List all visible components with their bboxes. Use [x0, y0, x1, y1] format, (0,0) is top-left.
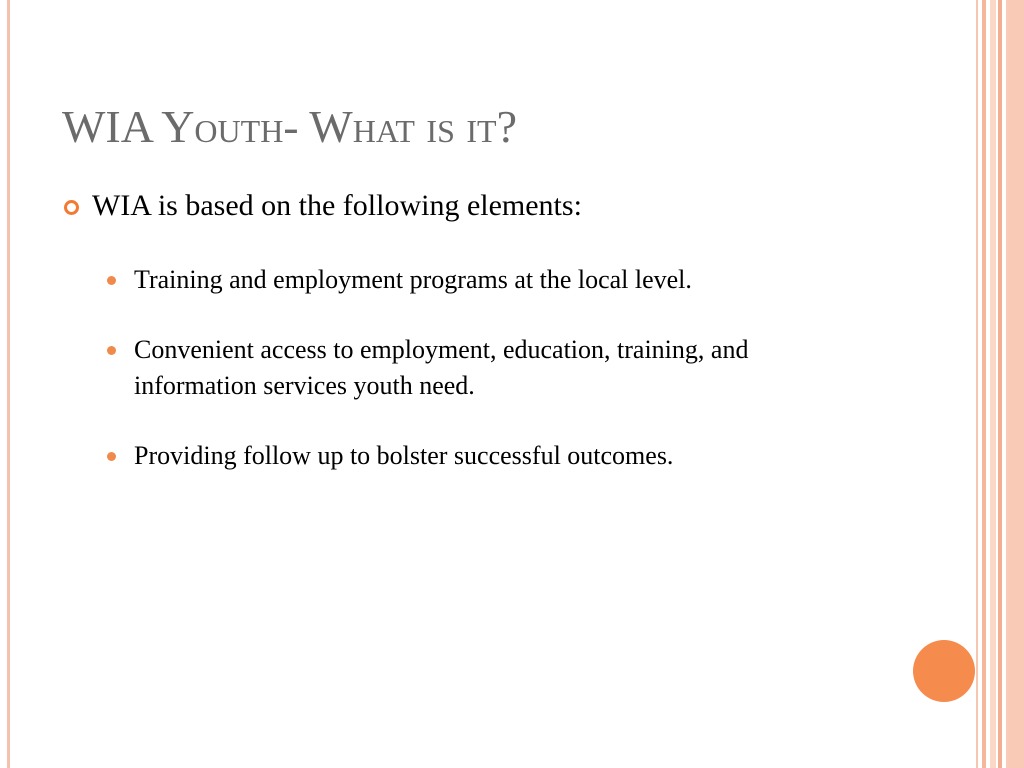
main-bullet-item [62, 186, 922, 226]
stripe [976, 0, 978, 768]
dot-bullet-icon [107, 276, 116, 285]
sub-bullet-item [104, 332, 774, 404]
slide-title: WIA Youth- What is it? [62, 101, 518, 152]
ring-bullet-icon [64, 200, 79, 215]
sub-bullet-text: Convenient access to employment, education, training, and information services youth need. [134, 335, 749, 400]
decorative-circle-icon [913, 640, 975, 702]
stripe [990, 0, 996, 768]
dot-bullet-icon [107, 452, 116, 461]
stripe [1006, 0, 1024, 768]
sub-bullet-text: Providing follow up to bolster successful outcomes. [134, 441, 674, 470]
dot-bullet-icon [107, 346, 116, 355]
sub-bullet-list [62, 262, 922, 474]
slide-body [62, 186, 922, 508]
right-decorative-stripes [976, 0, 1024, 768]
main-bullet-text: WIA is based on the following elements: [92, 189, 582, 222]
sub-bullet-item [104, 438, 894, 474]
stripe [982, 0, 986, 768]
stripe [998, 0, 1002, 768]
sub-bullet-item [104, 262, 894, 298]
sub-bullet-text: Training and employment programs at the local level. [134, 265, 692, 294]
left-border-rule [7, 0, 10, 768]
